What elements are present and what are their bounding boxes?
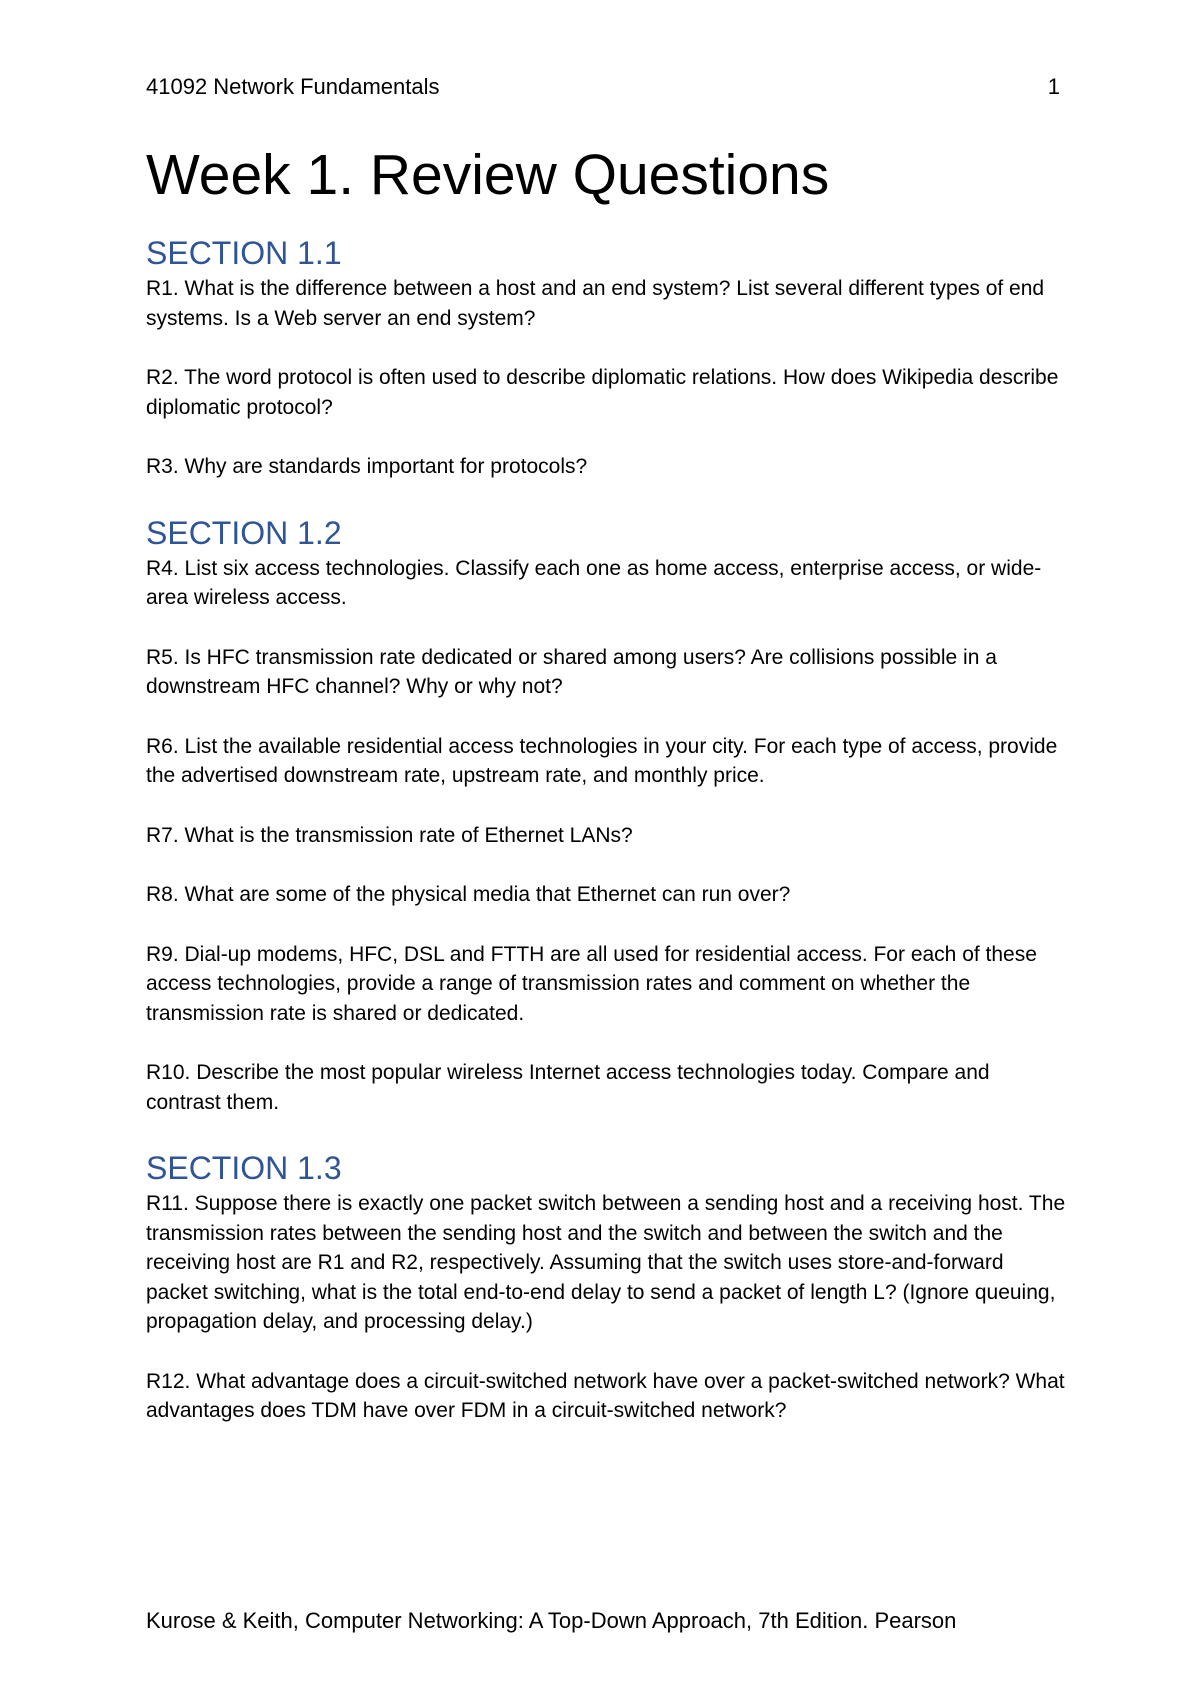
section-heading: SECTION 1.1 xyxy=(146,235,342,271)
question-r3: R3. Why are standards important for protocols? xyxy=(146,455,588,478)
question-r7: R7. What is the transmission rate of Ethernet LANs? xyxy=(146,823,633,847)
section-1-3 xyxy=(146,1147,1066,1426)
question-r12: R12. What advantage does a circuit-switched network have over a packet-switched network? What advantages does TDM have over FDM in a circuit-switched network? xyxy=(146,1369,1065,1422)
section-1-2 xyxy=(146,512,1066,1118)
page-header xyxy=(146,74,1060,100)
question-r4: R4. List six access technologies. Classify each one as home access, enterprise access, or wide-area wireless access. xyxy=(146,556,1042,609)
question-r5: R5. Is HFC transmission rate dedicated or shared among users? Are collisions possible in a downstream HFC channel? Why or why not? xyxy=(146,645,997,698)
question-r6: R6. List the available residential access technologies in your city. For each type of access, provide the advertised downstream rate, upstream rate, and monthly price. xyxy=(146,734,1058,787)
question-r9: R9. Dial-up modems, HFC, DSL and FTTH are all used for residential access. For each of these access technologies, provide a range of transmission rates and comment on whether the transmission rate is shared or dedicated. xyxy=(146,942,1037,1025)
page-number: 1 xyxy=(1047,74,1060,99)
page-title: Week 1. Review Questions xyxy=(146,143,830,207)
question-r11: R11. Suppose there is exactly one packet switch between a sending host and a receiving host. The transmission rates between the sending host and the switch and between the switch and the receiving host are R1 and R2, respectively. Assuming that the switch uses store-and-forward packet switching, what is the total end-to-end delay to send a packet of length L? (Ignore queuing, propagation delay, and processing delay.) xyxy=(146,1192,1066,1333)
question-r1: R1. What is the difference between a host and an end system? List several different types of end systems. Is a Web server an end system? xyxy=(146,277,1045,330)
question-r10: R10. Describe the most popular wireless Internet access technologies today. Compare and contrast them. xyxy=(146,1061,990,1114)
section-heading: SECTION 1.2 xyxy=(146,514,342,551)
page-footer: Kurose & Keith, Computer Networking: A Top-Down Approach, 7th Edition. Pearson xyxy=(146,1608,957,1633)
section-heading: SECTION 1.3 xyxy=(146,1150,342,1186)
question-r8: R8. What are some of the physical media that Ethernet can run over? xyxy=(146,883,791,906)
question-r2: R2. The word protocol is often used to describe diplomatic relations. How does Wikipedia describe diplomatic protocol? xyxy=(146,366,1059,419)
section-1-1 xyxy=(146,232,1066,482)
document-body xyxy=(146,232,1066,1456)
course-name: 41092 Network Fundamentals xyxy=(146,74,440,99)
